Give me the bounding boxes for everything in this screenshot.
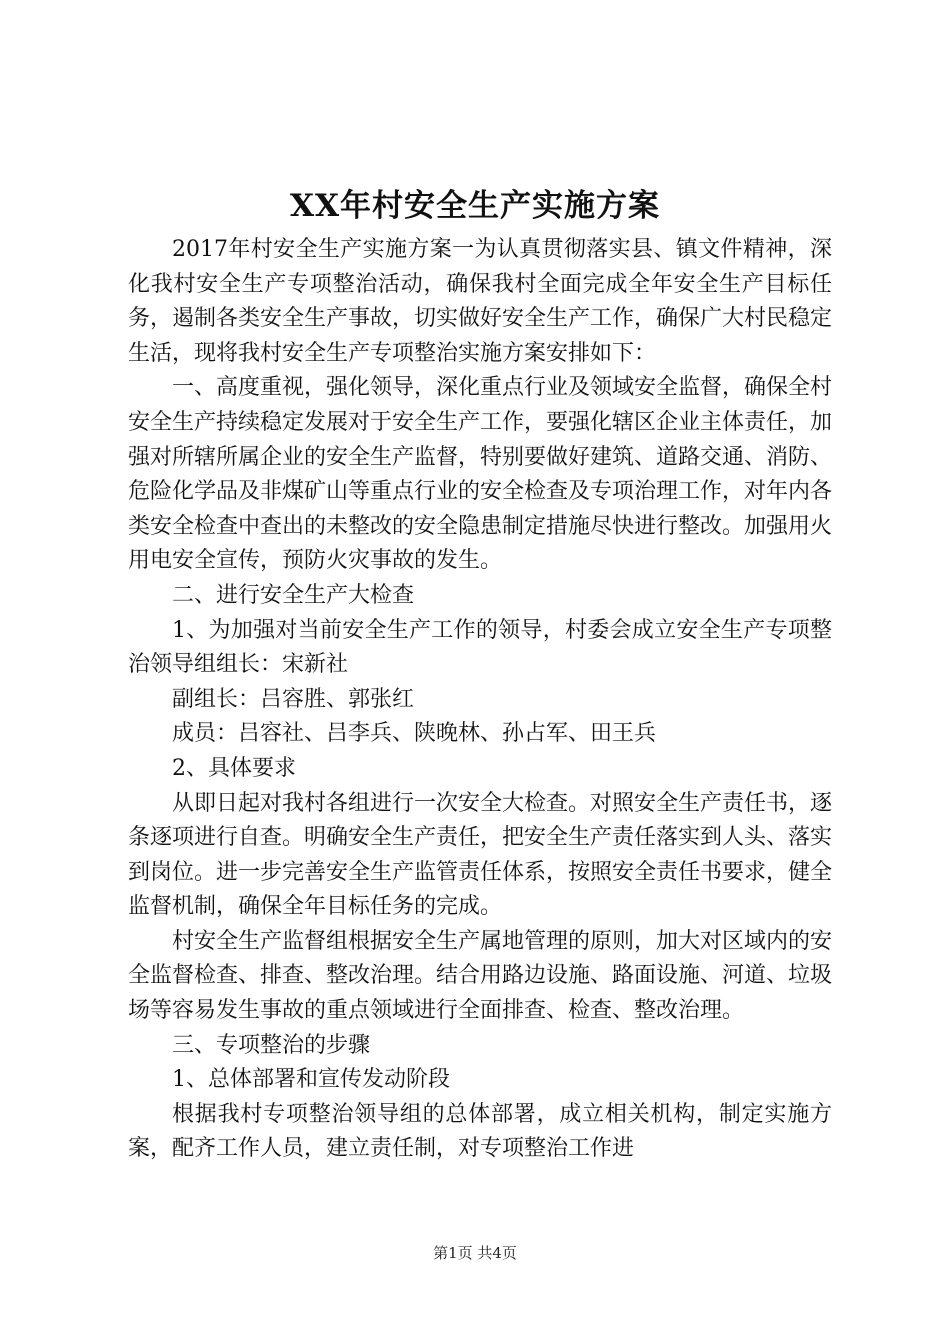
paragraph: 根据我村专项整治领导组的总体部署，成立相关机构，制定实施方案，配齐工作人员，建立责任制，对专项整治工作进: [128, 1101, 832, 1162]
paragraph: 成员：吕容社、吕李兵、陕晚林、孙占军、田王兵: [172, 721, 657, 747]
paragraph: 1、为加强对当前安全生产工作的领导，村委会成立安全生产专项整治领导组组长：宋新社: [128, 617, 832, 678]
section-heading: 二、进行安全生产大检查: [172, 582, 415, 608]
document-body: [128, 233, 832, 1167]
paragraph: 副组长：吕容胜、郭张红: [172, 686, 415, 712]
section-heading: 三、专项整治的步骤: [172, 1032, 371, 1058]
paragraph: 一、高度重视，强化领导，深化重点行业及领域安全监督，确保全村安全生产持续稳定发展对于安全生产工作，要强化辖区企业主体责任，加强对所辖所属企业的安全生产监督，特别要做好建筑、道路交通、消防、危险化学品及非煤矿山等重点行业的安全检查及专项治理工作，对年内各类安全检查中查出的未整改的安全隐患制定措施尽快进行整改。加强用火用电安全宣传，预防火灾事故的发生。: [128, 375, 833, 574]
paragraph: 村安全生产监督组根据安全生产属地管理的原则，加大对区域内的安全监督检查、排查、整改治理。结合用路边设施、路面设施、河道、垃圾场等容易发生事故的重点领域进行全面排查、检查、整改治理。: [128, 928, 833, 1024]
page-footer: 第1页 共4页: [433, 1244, 517, 1262]
paragraph: 从即日起对我村各组进行一次安全大检查。对照安全生产责任书，逐条逐项进行自查。明确安全生产责任，把安全生产责任落实到人头、落实到岗位。进一步完善安全生产监管责任体系，按照安全责任书要求，健全监督机制，确保全年目标任务的完成。: [128, 790, 833, 920]
subsection-heading: 2、具体要求: [172, 755, 296, 781]
paragraph: 2017年村安全生产实施方案一为认真贯彻落实县、镇文件精神，深化我村安全生产专项整治活动，确保我村全面完成全年安全生产目标任务，遏制各类安全生产事故，切实做好安全生产工作，确保广大村民稳定生活，现将我村安全生产专项整治实施方案安排如下：: [128, 237, 833, 366]
document-title: XX年村安全生产实施方案: [289, 188, 661, 224]
subsection-heading: 1、总体部署和宣传发动阶段: [172, 1067, 450, 1093]
